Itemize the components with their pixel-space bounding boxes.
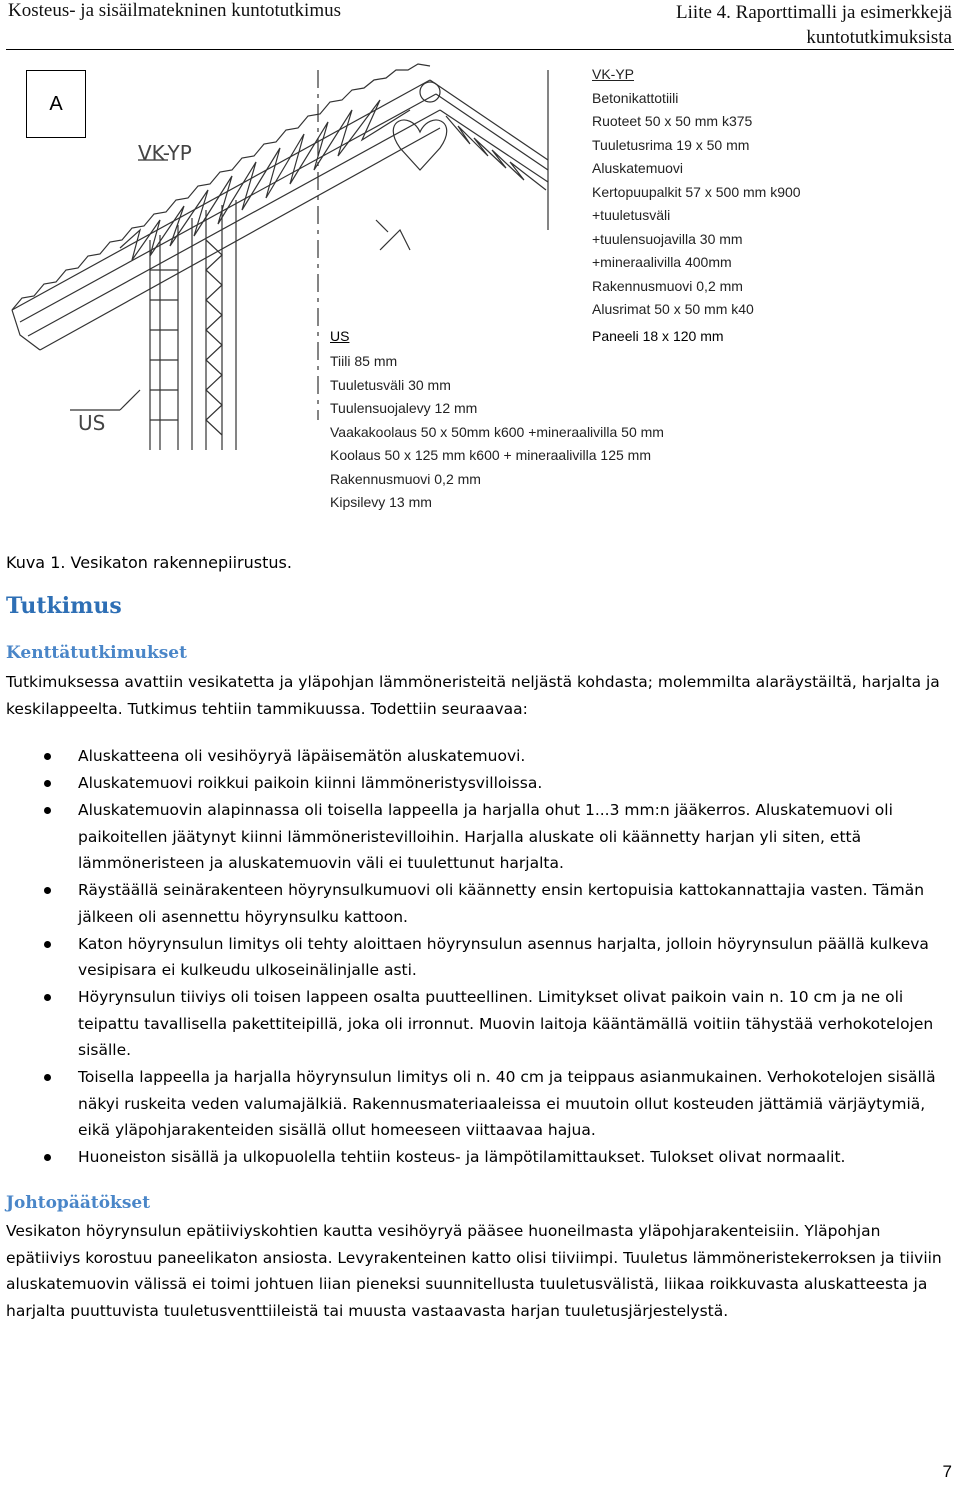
spec-line: Vaakakoolaus 50 x 50mm k600 +mineraalivilla 50 mm xyxy=(330,423,664,440)
list-item xyxy=(44,743,954,770)
bullet-icon xyxy=(44,941,51,948)
spec-line: +tuuletusväli xyxy=(592,207,671,223)
bullet-icon xyxy=(44,1154,51,1161)
list-item xyxy=(44,797,954,877)
bullet-icon xyxy=(44,994,51,1001)
spec-line: +tuulensuojavilla 30 mm xyxy=(592,230,743,247)
us-spec-heading: US xyxy=(330,328,350,344)
bullet-icon xyxy=(44,780,51,787)
list-item-text: Räystäällä seinärakenteen höyrynsulkumuovi oli käännetty ensin kertopuisia kattokannattajia vasten. Tämän jälkeen oli asennettu höyrynsulku kattoon. xyxy=(78,881,925,926)
list-item xyxy=(44,1064,954,1144)
header-appendix-line1: Liite 4. Raporttimalli ja esimerkkejä xyxy=(676,2,952,23)
drawing-label-vk-yp: VK-YP xyxy=(138,141,192,165)
figure-caption: Kuva 1. Vesikaton rakennepiirustus. xyxy=(6,553,292,572)
header-document-title: Kosteus- ja sisäilmatekninen kuntotutkimus xyxy=(8,0,341,21)
list-item xyxy=(44,877,954,930)
spec-line: Koolaus 50 x 125 mm k600 + mineraalivilla 125 mm xyxy=(330,447,651,463)
spec-line: Tiili 85 mm xyxy=(330,353,398,369)
vk-yp-spec-list xyxy=(592,63,801,322)
list-item xyxy=(44,1144,954,1171)
figure-box-label: A xyxy=(26,70,86,138)
list-item-text: Katon höyrynsulun limitys oli tehty aloittaen höyrynsulun asennus harjalta, jolloin höyrynsulun päällä kulkeva vesipisara ei kulkeudu ulkoseinälinjalle asti. xyxy=(78,934,929,979)
list-item-text: Huoneiston sisällä ja ulkopuolella tehtiin kosteus- ja lämpötilamittaukset. Tulokset olivat normaalit. xyxy=(78,1148,846,1166)
list-item-text: Höyrynsulun tiiviys oli toisen lappeen osalta puutteellinen. Limitykset olivat paikoin vain n. 10 cm ja ne oli teipattu tavallisella pakettiteipillä, joka oli irronnut. Muovin laitoja kääntämällä voitiin tähystää verhokotelojen sisälle. xyxy=(78,988,934,1059)
spec-line: Ruoteet 50 x 50 mm k375 xyxy=(592,113,753,129)
spec-line: Rakennusmuovi 0,2 mm xyxy=(330,470,481,487)
spec-line: Kertopuupalkit 57 x 500 mm k900 xyxy=(592,183,801,200)
header-appendix-title xyxy=(676,0,952,50)
bullet-icon xyxy=(44,753,51,760)
header-appendix-line2: kuntotutkimuksista xyxy=(806,27,952,48)
spec-line: Aluskatemuovi xyxy=(592,160,684,176)
us-spec-list xyxy=(330,350,664,515)
spec-line: Tuulensuojalevy 12 mm xyxy=(330,400,478,416)
list-item-text: Toisella lappeella ja harjalla höyrynsulun limitys oli n. 40 cm ja teippaus asianmukainen. Verhokotelojen sisällä näkyi ruskeita veden valumajälkiä. Rakennusmateriaaleissa ei muutoin ollut kosteuden jättämiä värjäytymiä, eikä yläpohjarakenteiden sisällä ollut homeeseen viittaavaa hajua. xyxy=(78,1068,936,1139)
spec-line: Betonikattotiili xyxy=(592,89,679,106)
findings-list xyxy=(44,743,954,1171)
conclusion-paragraph: Vesikaton höyrynsulun epätiiviyskohtien kautta vesihöyryä pääsee huoneilmasta yläpohjarakenteisiin. Yläpohjan epätiiviys korostuu paneelikaton ansiosta. Levyrakenteinen katto olisi tiiviimpi. Tuuletus lämmöneristekerroksen ja tiiviin aluskatemuovin välissä ei toimi johtuen liian pieneksi suunnitellusta tuuletusvälistä, liikaa roikkuvasta aluskatteesta ja harjalta puuttuvista tuuletusventtiileistä tai muusta vastaavasta harjan tuuletusjärjestelystä. xyxy=(6,1222,942,1320)
page-number: 7 xyxy=(942,1462,952,1481)
drawing-label-us: US xyxy=(78,411,106,435)
bullet-icon xyxy=(44,807,51,814)
spec-line: VK-YP xyxy=(592,66,635,82)
intro-paragraph: Tutkimuksessa avattiin vesikatetta ja yläpohjan lämmöneristeitä neljästä kohdasta; molemmilta alaräystäiltä, harjalta ja keskilappeelta. Tutkimus tehtiin tammikuussa. Todettiin seuraavaa: xyxy=(6,673,940,718)
spec-line: Kipsilevy 13 mm xyxy=(330,494,432,510)
paneeli-spec: Paneeli 18 x 120 mm xyxy=(592,328,724,344)
list-item xyxy=(44,984,954,1064)
header-divider xyxy=(6,49,954,50)
spec-line: Alusrimat 50 x 50 mm k40 xyxy=(592,301,754,317)
spec-line: +mineraalivilla 400mm xyxy=(592,254,732,270)
spec-line: Tuuletusväli 30 mm xyxy=(330,376,451,393)
section-title: Tutkimus xyxy=(6,593,122,619)
bullet-icon xyxy=(44,1074,51,1081)
spec-line: Rakennusmuovi 0,2 mm xyxy=(592,277,743,294)
subsection-title-conclusions: Johtopäätökset xyxy=(6,1193,151,1213)
list-item-text: Aluskatemuovin alapinnassa oli toisella lappeella ja harjalla ohut 1...3 mm:n jääkerros. Aluskatemuovi oli paikoitellen jäätynyt kiinni lämmöneristevilloihin. Harjalla aluskate oli käännetty harjan yli siten, että lämmöneristeen ja aluskatemuovin väli ei tuulettunut harjalta. xyxy=(78,801,893,872)
bullet-icon xyxy=(44,887,51,894)
list-item xyxy=(44,770,954,797)
spec-line: Tuuletusrima 19 x 50 mm xyxy=(592,136,750,153)
list-item xyxy=(44,931,954,984)
subsection-title-field-studies: Kenttätutkimukset xyxy=(6,643,187,663)
list-item-text: Aluskatteena oli vesihöyryä läpäisemätön aluskatemuovi. xyxy=(78,747,526,765)
list-item-text: Aluskatemuovi roikkui paikoin kiinni lämmöneristysvilloissa. xyxy=(78,774,543,792)
